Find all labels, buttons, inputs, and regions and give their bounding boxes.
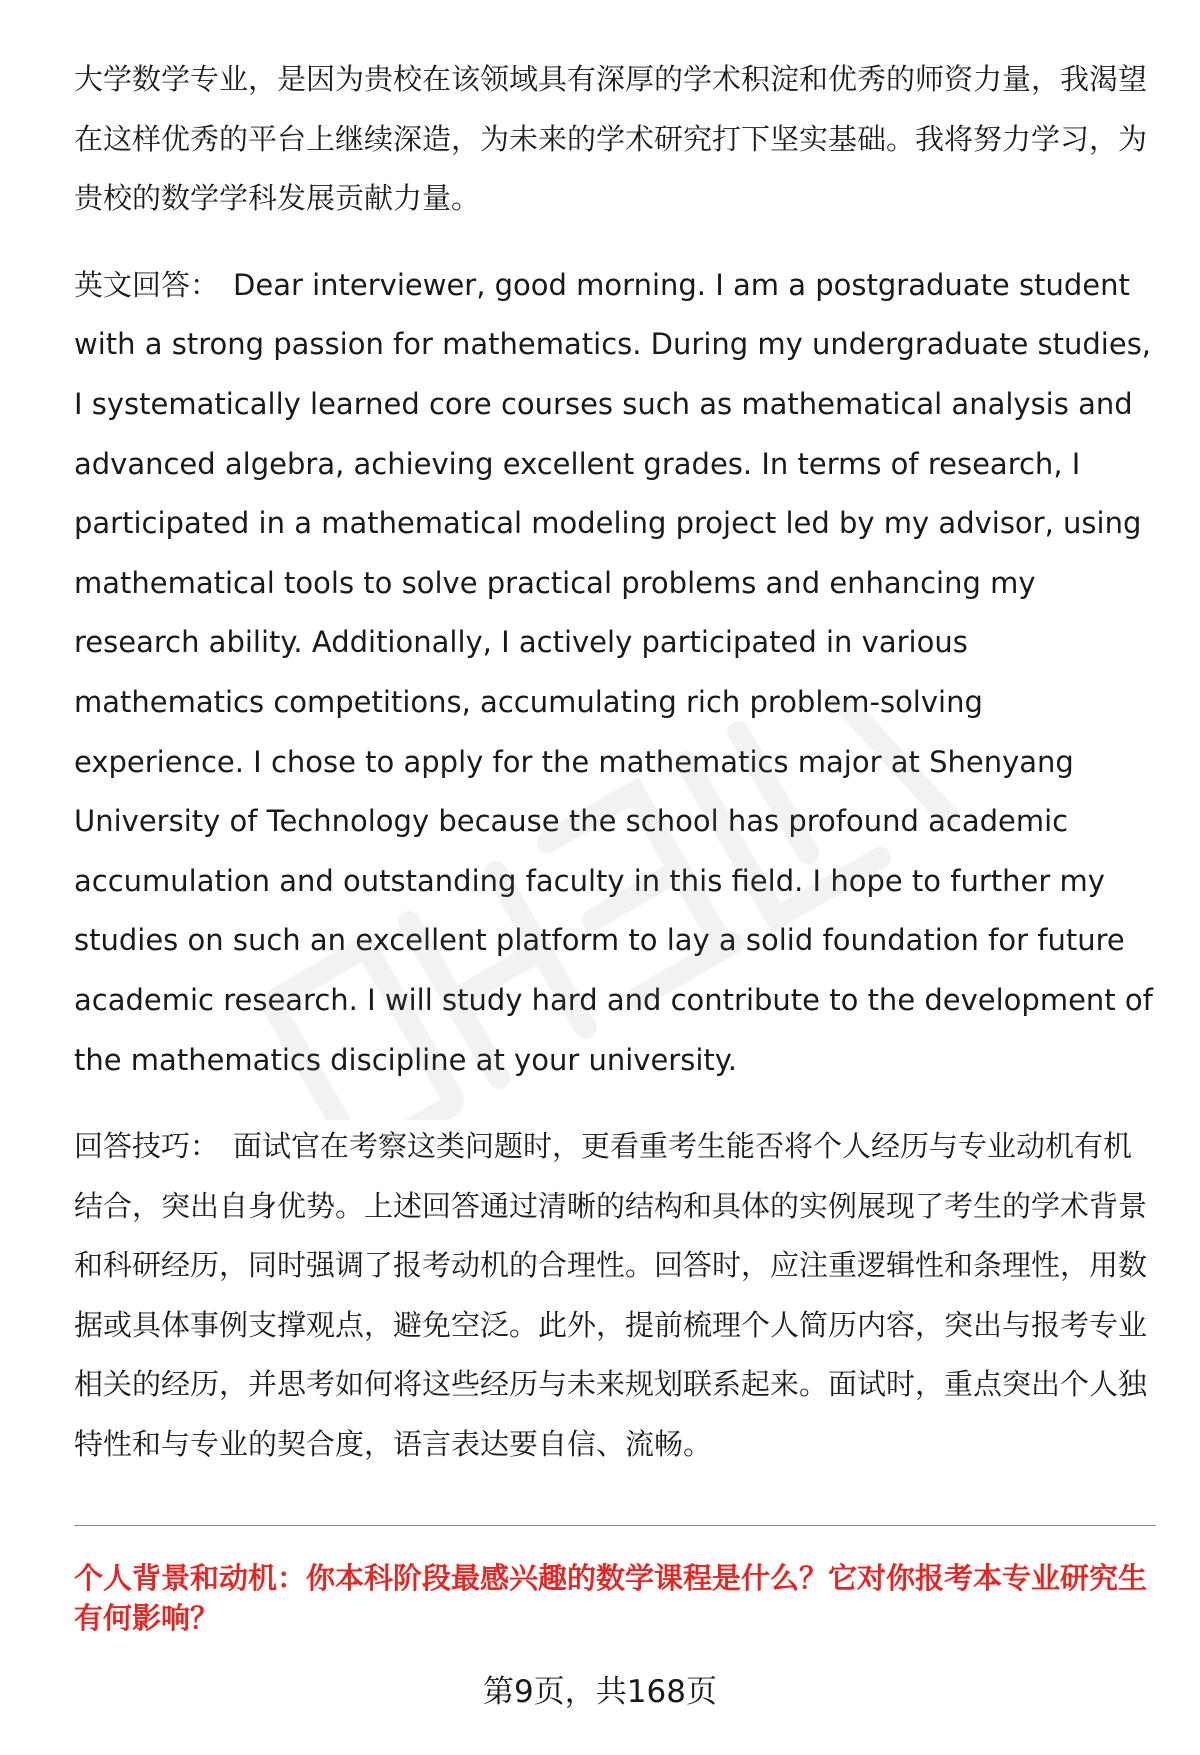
page-content	[74, 50, 1156, 1475]
next-question-heading: 个人背景和动机：你本科阶段最感兴趣的数学课程是什么？它对你报考本专业研究生有何影响？	[74, 1561, 1148, 1635]
answer-tips-text: 面试官在考察这类问题时，更看重考生能否将个人经历与专业动机有机结合，突出自身优势。上述回答通过清晰的结构和具体的实例展现了考生的学术背景和科研经历，同时强调了报考动机的合理性。回答时，应注重逻辑性和条理性，用数据或具体事例支撑观点，避免空泛。此外，提前梳理个人简历内容，突出与报考专业相关的经历，并思考如何将这些经历与未来规划联系起来。面试时，重点突出个人独特性和与专业的契合度，语言表达要自信、流畅。	[74, 1129, 1148, 1462]
section-divider	[74, 1525, 1156, 1526]
answer-tips-label: 回答技巧：	[74, 1129, 220, 1164]
chinese-answer-continuation: 大学数学专业，是因为贵校在该领域具有深厚的学术积淀和优秀的师资力量，我渴望在这样优秀的平台上继续深造，为未来的学术研究打下坚实基础。我将努力学习，为贵校的数学学科发展贡献力量。	[74, 62, 1148, 216]
english-answer-text: Dear interviewer, good morning. I am a postgraduate student with a strong passion for mathematics. During my undergraduate studies, I systematically learned core courses such as mathematical analysis and advanced algebra, achieving excellent grades. In terms of research, I participated in a mathematical modeling project led by my advisor, using mathematical tools to solve practical problems and enhancing my research ability. Additionally, I actively participated in various mathematics competitions, accumulating rich problem-solving experience. I chose to apply for the mathematics major at Shenyang University of Technology because the school has profound academic accumulation and outstanding faculty in this field. I hope to further my studies on such an excellent platform to lay a solid foundation for future academic research. I will study hard and contribute to the development of the mathematics discipline at your university.	[74, 267, 1153, 1077]
page-number-footer: 第9页，共168页	[483, 1674, 717, 1710]
answer-tips-paragraph	[74, 1117, 1156, 1475]
english-answer-label: 英文回答：	[74, 267, 220, 302]
english-answer-paragraph	[74, 256, 1156, 1090]
